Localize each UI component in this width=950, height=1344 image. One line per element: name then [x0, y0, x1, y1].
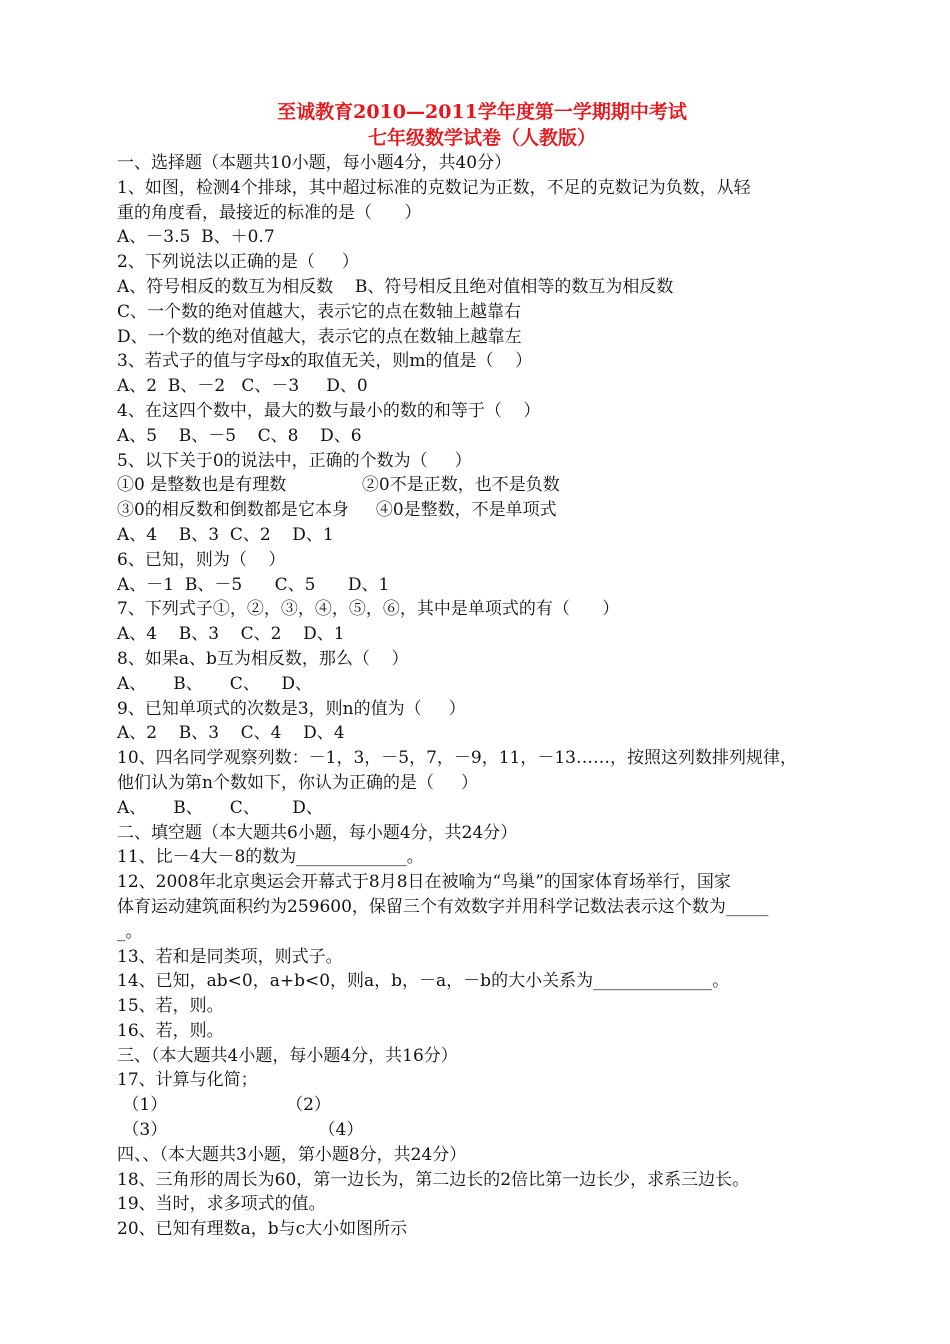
- text-line: 19、当时，求多项式的值。: [117, 1194, 326, 1215]
- text-line: 四、、（本大题共3小题，第小题8分，共24分）: [117, 1144, 467, 1165]
- text-line: 3、若式子的值与字母x的取值无关，则m的值是（ ）: [117, 351, 533, 372]
- text-line: 14、已知，ab<0，a+b<0，则a，b，－a，－b的大小关系为______________。: [117, 971, 730, 992]
- exam-body: [117, 151, 857, 1242]
- text-line: A、 B、 C、 D、: [117, 673, 313, 694]
- exam-title: 至诚教育2010—2011学年度第一学期期中考试: [277, 101, 687, 123]
- text-line: A、2 B、－2 C、－3 D、0: [117, 376, 368, 397]
- text-line: _。: [117, 921, 143, 942]
- text-line: 8、如果a、b互为相反数，那么（ ）: [117, 648, 409, 669]
- text-line: 重的角度看，最接近的标准的是（ ）: [117, 202, 422, 223]
- text-line: A、2 B、3 C、4 D、4: [117, 723, 345, 744]
- text-line: 13、若和是同类项，则式子。: [117, 946, 343, 967]
- text-line: C、一个数的绝对值越大，表示它的点在数轴上越靠右: [117, 301, 522, 322]
- text-line: A、 B、 C、 D、: [117, 797, 323, 818]
- exam-subtitle: 七年级数学试卷（人教版）: [367, 127, 596, 149]
- text-line: 6、已知，则为（ ）: [117, 549, 286, 570]
- text-line: A、5 B、－5 C、8 D、6: [117, 425, 362, 446]
- text-line: 15、若，则。: [117, 996, 224, 1017]
- text-line: A、符号相反的数互为相反数 B、符号相反且绝对值相等的数互为相反数: [117, 276, 674, 297]
- text-line: A、－3.5 B、＋0.7: [117, 227, 275, 248]
- text-line: （3） （4）: [117, 1120, 364, 1141]
- text-line: 4、在这四个数中，最大的数与最小的数的和等于（ ）: [117, 400, 541, 421]
- exam-document: [117, 99, 857, 1242]
- text-line: ③0的相反数和倒数都是它本身 ④0是整数，不是单项式: [117, 500, 557, 521]
- text-line: （1） （2）: [117, 1095, 331, 1116]
- text-line: 一、选择题（本题共10小题，每小题4分，共40分）: [117, 153, 512, 173]
- text-line: 二、填空题（本大题共6小题，每小题4分，共24分）: [117, 822, 518, 843]
- text-line: 12、2008年北京奥运会开幕式于8月8日在被喻为“鸟巢”的国家体育场举行，国家: [117, 872, 731, 893]
- text-line: 20、已知有理数a，b与c大小如图所示: [117, 1219, 408, 1240]
- text-line: 11、比－4大－8的数为_____________。: [117, 847, 424, 868]
- text-line: A、－1 B、－5 C、5 D、1: [117, 574, 390, 595]
- text-line: 他们认为第n个数如下，你认为正确的是（ ）: [117, 772, 478, 793]
- text-line: D、一个数的绝对值越大，表示它的点在数轴上越靠左: [117, 326, 522, 347]
- text-line: 2、下列说法以正确的是（ ）: [117, 252, 359, 273]
- text-line: 16、若，则。: [117, 1020, 224, 1041]
- text-line: ①0 是整数也是有理数 ②0不是正数，也不是负数: [117, 475, 560, 496]
- text-line: 7、下列式子①，②，③，④，⑤，⑥，其中是单项式的有（ ）: [117, 599, 620, 620]
- text-line: A、4 B、3 C、2 D、1: [117, 524, 334, 545]
- text-line: 10、四名同学观察列数：－1，3，－5，7，－9，11，－13……，按照这列数排列规律，: [117, 748, 797, 769]
- text-line: 体育运动建筑面积约为259600，保留三个有效数字并用科学记数法表示这个数为_____: [117, 896, 769, 917]
- text-line: 5、以下关于0的说法中，正确的个数为（ ）: [117, 450, 472, 471]
- text-line: 9、已知单项式的次数是3，则n的值为（ ）: [117, 698, 466, 719]
- text-line: 17、计算与化简；: [117, 1070, 258, 1091]
- text-line: 1、如图，检测4个排球，其中超过标准的克数记为正数，不足的克数记为负数，从轻: [117, 177, 751, 198]
- text-line: 三、（本大题共4小题，每小题4分，共16分）: [117, 1045, 458, 1066]
- text-line: A、4 B、3 C、2 D、1: [117, 624, 345, 645]
- text-line: 18、三角形的周长为60，第一边长为，第二边长的2倍比第一边长少，求系三边长。: [117, 1169, 750, 1190]
